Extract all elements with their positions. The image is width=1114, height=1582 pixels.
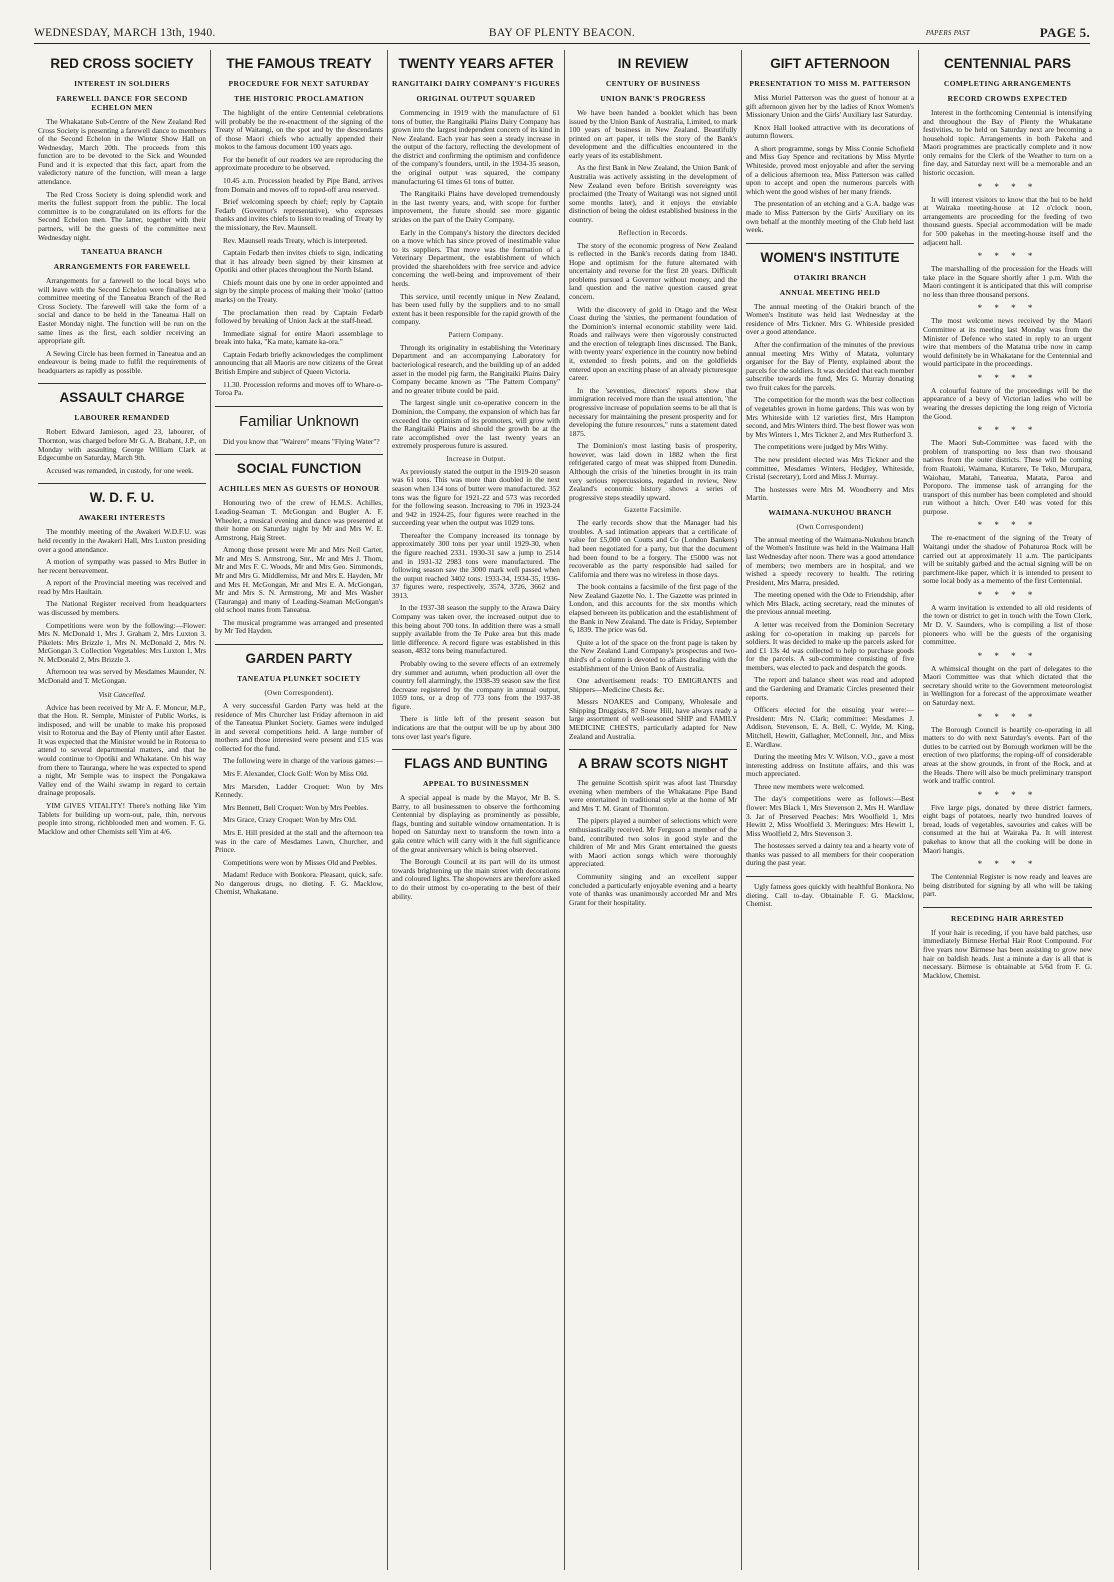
- divider: [38, 383, 206, 384]
- paragraph: A letter was received from the Dominion Secretary asking for co-operation in making up parcels for soldiers. It was decided to make up the parcels asked for and £1 13s 4d was collected to help to purchase goods for the parcels. A sub-committee consisting of five members, was elected to pack and despatch the goods.: [746, 620, 914, 672]
- paragraph: Afternoon tea was served by Mesdames Maunder, N. McDonald and T. McGongan.: [38, 667, 206, 686]
- article-subheading: APPEAL TO BUSINESSMEN: [422, 779, 530, 789]
- section-subheading: Gazette Facsimile.: [624, 506, 682, 515]
- paragraph: Officers elected for the ensuing year were:—President: Mrs N. Clark; committee: Mesdames J. Addison, Stevenson, E. A. Bell, C. Wylde, M. King, Mitchell, Hewitt, Gallagher, McConnell, Jnr., and Miss E. Wardlaw.: [746, 705, 914, 749]
- paragraph: Arrangements for a farewell to the local boys who will leave with the Second Echelon were finalised at a committee meeting of the Taneatua Branch of the Red Cross Society. The farewell will take the form of a social and dance to be held in the Taneatua Hall on Easter Monday night. The function will be run on the same lines as the first, each soldier receiving an appropriate gift.: [38, 276, 206, 346]
- article-heading: WOMEN'S INSTITUTE: [760, 249, 900, 265]
- article-heading: ASSAULT CHARGE: [59, 390, 185, 406]
- paragraph: Competitions were won by the following:—Flower: Mrs N. McDonald 1, Mrs J. Graham 2, Mrs Luxton 3. Pikelets: Mrs Brizzle 1, Mrs N. McDonald 2, Mrs N. McGongan 3. Collection Vegetables: Mrs Luxton 1, Mrs N. McDonald 2, Mrs Brizzle 3.: [38, 620, 206, 664]
- paragraph: A whimsical thought on the part of delegates to the Maori Committee was that which dictated that the secretary should write to the Government meteorologist in Wellington for a forecast of the approximate weather on Saturday next.: [923, 663, 1092, 708]
- paragraph: The competitions were judged by Mrs Withy.: [754, 442, 888, 452]
- column-6: [919, 50, 1096, 1570]
- article-subheading: RANGITAIKI DAIRY COMPANY'S FIGURES: [392, 79, 560, 88]
- section-separator: * * * *: [977, 181, 1038, 192]
- paragraph: Chiefs mount dais one by one in order appointed and sign by the simple process of making their 'moko' (tattoo marks) on the Treaty.: [215, 277, 383, 304]
- paragraph: The most welcome news received by the Maori Committee at its meeting last Monday was from the Minister of Defence who stated in reply to an urgent wire that members of the Matatua tribe now in camp would definitely be in Whakatane for the Centennial and would participate in the proceedings.: [923, 316, 1092, 369]
- paragraph: The book contains a facsimile of the first page of the New Zealand Gazette No. 1. The Gazette was printed in London, and this accounts for the six months which elapsed between its publication and the establishment of the Bank in New Zealand. The date is Friday, September 6, 1839. The price was 6d.: [569, 582, 737, 635]
- paragraph: Mrs Marsden, Ladder Croquet: Won by Mrs Kennedy.: [215, 781, 383, 800]
- article-subheading: TANEATUA PLUNKET SOCIETY: [237, 674, 361, 684]
- paragraph: A Sewing Circle has been formed in Taneatua and an endeavour is being made to fulfil the requirements of headquarters as rapidly as possible.: [38, 348, 206, 375]
- paragraph: The Centennial Register is now ready and leaves are being distributed for signing by all who will be taking part.: [923, 872, 1092, 899]
- paragraph: Probably owing to the severe effects of an extremely dry summer and autumn, when production all over the country fell alarmingly, the 1938-39 season saw the first decrease registered by the company in annual output, 1059 tons, or a drop of 773 tons from the 1937-38 figure.: [392, 658, 560, 711]
- paragraph: Messrs NOAKES and Company, Wholesale and Shipping Druggists, 87 Snow Hill, have always ready a large assortment of well-seasoned SHIP and FAMILY MEDICINE CHESTS, particularly adapted for New Zealand and Australia.: [569, 697, 737, 741]
- paragraph: This service, until recently unique in New Zealand, has been used fully by the suppliers and to no small extent has it been responsible for the rapid growth of the company.: [392, 291, 560, 327]
- paragraph: The report and balance sheet was read and adopted and the Gardening and Dramatic Circles presented their reports.: [746, 675, 914, 702]
- paragraph: After the confirmation of the minutes of the previous annual meeting Mrs Withy of Matata, voluntary organiser for the Bay of Plenty, explained about the parcels for the soldiers. It was decided that each member subscribe towards the fund, Mrs G. Murray donating two fruit cakes for the parcels.: [746, 339, 914, 392]
- paragraph: A motion of sympathy was passed to Mrs Butler in her recent bereavement.: [38, 557, 206, 575]
- column-3: [388, 50, 565, 1570]
- article-subheading: RECORD CROWDS EXPECTED: [947, 94, 1068, 103]
- page-number: PAGE 5.: [1039, 25, 1090, 40]
- paragraph: Accused was remanded, in custody, for one week.: [46, 465, 194, 475]
- paragraph: The highlight of the entire Centennial celebrations will probably be the re-enactment of the signing of the Treaty of Waitangi, on the spot and by the descendants of those Maori chiefs who actually appended their mokos to the famous document 100 years ago.: [215, 108, 383, 152]
- divider: [215, 406, 383, 407]
- paragraph: Did you know that "Wairere" means "Flying Water"?: [223, 436, 380, 446]
- paragraph: The early records show that the Manager had his troubles. A sad intimation appears that a certificate of value for £5,000 on Coutts and Co (London Bankers) had been negotiated for a party, but that the document had been found to be a forgery. The £5000 was not recoverable as the party responsible had sailed for California and there was no wireless in those days.: [569, 518, 737, 579]
- paragraph: Miss Muriel Patterson was the guest of honour at a gift afternoon given her by the ladies of Knox Women's Missionary Union and the Girls' Auxiliary last Saturday.: [746, 93, 914, 120]
- article-subheading: UNION BANK'S PROGRESS: [600, 94, 706, 103]
- paragraph: The Rangitaiki Plains have developed tremendously in the last twenty years, and, with scope for further improvement, the future should see more gigantic strides on the part of the Dairy Company.: [392, 189, 560, 224]
- paragraph: As the first Bank in New Zealand, the Union Bank of Australia was actively assisting in the development of New Zealand even before British sovereignty was proclaimed (the Treaty of Waitangi was not signed until some months later), and it enjoys the enviable distinction of being the oldest established business in the country.: [569, 163, 737, 224]
- paragraph: Captain Fedarb briefly acknowledges the compliment announcing that all Maoris are now citizens of the Great British Empire and subject of Queen Victoria.: [215, 349, 383, 377]
- paragraph: Brief welcoming speech by chief; reply by Captain Fedarb (Governor's representative), who expresses thanks and invites chiefs to listen to reading of Treaty by the missionary, the Rev. Maunsell.: [215, 197, 383, 232]
- article-heading: GARDEN PARTY: [245, 651, 353, 667]
- byline: (Own Correspondent): [796, 522, 864, 531]
- section-separator: * * * *: [977, 789, 1038, 800]
- paragraph: Competitions were won by Misses Old and Peebles.: [223, 857, 377, 867]
- paragraph: One advertisement reads: TO EMIGRANTS and Shippers—Medicine Chests &c.: [569, 676, 737, 694]
- paragraph: The Borough Council at its part will do its utmost towards brightening up the main street with decorations and coloured lights. The shopowners are therefore asked to do their utmost by co-operating to the best of their ability.: [392, 857, 560, 901]
- section-separator: * * * *: [977, 859, 1038, 870]
- paragraph: Commencing in 1919 with the manufacture of 61 tons of butter, the Rangitaiki Plains Dairy Company has grown into the largest independent concern of its kind in New Zealand. Each year has seen a steady increase in the output of the factory, reflecting the development of the district and confirming the optimism and confidence of the company's founders, until, in the 1934-35 season, the original output was squared, the company manufacturing 61 times 61 tons of butter.: [392, 108, 560, 186]
- paragraph: Immediate signal for entire Maori assemblage to break into haka, "Ka mate, kamate ka-ora.": [215, 328, 383, 347]
- paragraph: We have been handed a booklet which has been issued by the Union Bank of Australia, Limited, to mark 100 years of business in New Zealand. Beautifully printed on art paper, it tells the story of the Bank's development and the difficulties encountered in the early years of its establishment.: [569, 108, 737, 160]
- paragraph: In the 1937-38 season the supply to the Arawa Dairy Company was taken over, the increased output due to this being about 700 tons. In addition there was a small supply available from the Te Puke area but this made little difference. A record figure was established in this season, 4832 tons being manufactured.: [392, 603, 560, 656]
- divider: [923, 907, 1092, 908]
- article-subheading: PROCEDURE FOR NEXT SATURDAY: [228, 79, 370, 88]
- advertisement: YIM GIVES VITALITY! There's nothing like Yim Tablets for building up worn-out, pale, thin, nervous people into strong, richblooded men and women. F. G. Macklow and other Chemists sell Yim at 4/6.: [38, 800, 206, 836]
- article-heading: A BRAW SCOTS NIGHT: [577, 756, 729, 772]
- article-subheading: Visit Cancelled.: [98, 689, 146, 699]
- paragraph: Through its originality in establishing the Veterinary Department and an accompanying Laboratory for bacteriological research, and the building up of an added asset in the model pig farm, the Rangitaiki Plains Dairy Company became known as "The Pattern Company" and no greater tribute could be paid.: [392, 342, 560, 395]
- newspaper-title: BAY OF PLENTY BEACON.: [488, 27, 636, 39]
- article-subheading: TANEATUA BRANCH: [81, 247, 163, 257]
- paragraph: The annual meeting of the Otakiri branch of the Women's Institute was held last Wednesday at the residence of Mrs Tickner. Mrs G. Whiteside presided over a good attendance.: [746, 301, 914, 337]
- advertisement: If your hair is receding, if you have bald patches, use immediately Birmese Herbal Hair Root Compound. For five years now Birmese has been assisting to grow new hair on baldish heads. Just a minute a day is all that is necessary. Birmese is obtainable at 5/6d from F. G. Macklow, Chemist.: [923, 927, 1092, 980]
- paragraph: The pipers played a number of selections which were enthusiastically received. Mr Ferguson a member of the band, contributed two solos in good style and the children of Mr and Mrs Grant entertained the guests with Maori action songs which were thoroughly appreciated.: [569, 816, 737, 869]
- article-subheading: ACHILLES MEN AS GUESTS OF HONOUR: [218, 484, 380, 494]
- article-heading: Familiar Unknown: [238, 412, 360, 430]
- paragraph: Robert Edward Jamieson, aged 23, labourer, of Thornton, was charged before Mr G. A. Brabant, J.P., on Monday with assaulting George William Clark at Edgecumbe on Saturday, March 9th.: [38, 427, 206, 463]
- column-5: [742, 50, 919, 1570]
- article-heading: SOCIAL FUNCTION: [236, 461, 362, 477]
- paragraph: Early in the Company's history the directors decided on a move which has since proved of inestimable value to its suppliers. That move was the formation of a Veterinary Department, the establishment of which provided the shareholders with free service and advice concerning the well-being and improvement of their herds.: [392, 227, 560, 288]
- divider: [38, 483, 206, 484]
- article-subheading: THE HISTORIC PROCLAMATION: [234, 94, 364, 103]
- issue-date: WEDNESDAY, MARCH 13th, 1940.: [34, 27, 216, 39]
- archive-logo: PAPERS PAST: [925, 29, 970, 37]
- paragraph: Mrs E. Hill presided at the stall and the afternoon tea was in the care of Mesdames Lawn, Churcher, and Prince.: [215, 827, 383, 855]
- paragraph: The marshalling of the procession for the Heads will take place in the Square shortly after 1 p.m. With the Maori contingent it is anticipated that this will comprise no less than three thousand persons.: [923, 264, 1092, 299]
- paragraph: Advice has been received by Mr A. F. Moncur, M.P., that the Hon. R. Semple, Minister of Public Works, is indisposed, and will be unable to make his proposed visit to Rotorua and the Bay of Plenty until after Easter. It was expected that the Minister would be in Rotorua to attend to several departmental matters, and that he would continue to Opotiki and Whakatane. On his way from there to Tauranga, where he was expected to spend a night, Mr Semple was to inspect the Pongakawa Valley end of the Waihi swamp in regard to certain drainage proposals.: [38, 702, 206, 798]
- paragraph: The day's competitions were as follows:—Best flower: Mrs Black 1, Mrs Stevenson 2, Mrs H. Wardlaw 3. Jar of Preserved Peaches: Mrs Woolfield 1, Mrs Hewitt 2, Miss Woolfield 3. Meringues: Mrs Hewitt 1, Miss Woolfield 2, Mrs Stevenson 3.: [746, 794, 914, 838]
- section-separator: * * * *: [977, 711, 1038, 722]
- paragraph: The following were in charge of the various games:—: [223, 756, 383, 766]
- article-heading: THE FAMOUS TREATY: [226, 56, 372, 71]
- paragraph: Thereafter the Company increased its tonnage by approximately 300 tons per year until 1929-30, when the figure reached 2331. 1930-31 saw a jump to 2514 and in 1931-32 2983 tons were manufactured. The following season saw the 3000 mark well passed when the output reached 3402 tons. 1933-34, 1934-35, 1936-37 figures were, respectively, 3574, 3726, 3662 and 3913.: [392, 530, 560, 600]
- paragraph: The re-enactment of the signing of the Treaty of Waitangi under the shadow of Pohaturoa Rock will be carried out at approximately 11 a.m. The participants will be suitably garbed and the actual signing will be on parchment-like paper, which it is intended to present to some local body as a memento of the first Centennial.: [923, 533, 1092, 586]
- paragraph: A report of the Provincial meeting was received and read by Mrs Haultain.: [38, 578, 206, 596]
- paragraph: The National Register received from headquarters was discussed by members.: [38, 599, 206, 617]
- paragraph: As previously stated the output in the 1919-20 season was 61 tons. This was more than doubled in the next season when 134 tons of butter were manufactured. 352 tons was the figure for 1921-22 and 573 was recorded for the following season. Increasing to 706 in 1923-24 and 942 in 1924-25, four figures were reached in the succeeding year when the output was 1029 tons.: [392, 466, 560, 528]
- article-heading: IN REVIEW: [617, 56, 689, 71]
- article-heading: TWENTY YEARS AFTER: [398, 56, 554, 71]
- paragraph: For the benefit of our readers we are reproducing the approximate procedure to be observed.: [215, 154, 383, 173]
- section-separator: * * * *: [977, 303, 1038, 314]
- section-separator: * * * *: [977, 520, 1038, 531]
- divider: [215, 644, 383, 645]
- article-subheading: COMPLETING ARRANGEMENTS: [943, 79, 1072, 88]
- paragraph: The genuine Scottish spirit was afoot last Thursday evening when members of the Whakatane Pipe Band were entertained in traditional style at the home of Mr and Mrs T. M. Grant of Thornton.: [569, 778, 737, 813]
- paragraph: A very successful Garden Party was held at the residence of Mrs Churcher last Friday afternoon in aid of the Taneatua Plunket Society. Games were indulged in and several competitions held. A large number of mothers and those interested were present and £15 was collected for the fund.: [215, 701, 383, 753]
- article-heading: GIFT AFTERNOON: [770, 56, 890, 71]
- paragraph: A colourful feature of the proceedings will be the appearance of a bevy of Victorian ladies who will be wearing the dresses depicting the long reign of Victoria the Good.: [923, 385, 1092, 421]
- section-subheading: Reflection in Records.: [618, 228, 688, 237]
- section-separator: * * * *: [977, 650, 1038, 661]
- paragraph: The monthly meeting of the Awakeri W.D.F.U. was held recently in the Awakeri Hall, Mrs Luxton presiding over a good attendance.: [38, 527, 206, 554]
- paragraph: The Red Cross Society is doing splendid work and merits the fullest support from the public. The local committee is to be congratulated on its efforts for the Second Echelon men. The latter, together with their partners, will be the guests of the committee next Wednesday night.: [38, 189, 206, 242]
- paragraph: Mrs Grace, Crazy Croquet: Won by Mrs Old.: [223, 815, 357, 825]
- paragraph: The Dominion's most lasting basis of prosperity, however, was laid down in 1882 when the first refrigerated cargo of meat was shipped from Dunedin. Although the crisis of the 'nineties brought in its train very serious repercussions, regarded in review, New Zealand's economic history shows a series of progressive steps steadily upward.: [569, 441, 737, 502]
- paragraph: The proclamation then read by Captain Fedarb followed by breaking of Union Jack at the staff-head.: [215, 307, 383, 326]
- paragraph: It will interest visitors to know that the hui to be held at Wairaka meeting-house at 12 o'clock noon, arrangements are proceeding for the feeding of two thousand guests. Special accommodation will be made for 500 pakehas in the meeting-house itself and the adjacent hall.: [923, 194, 1092, 247]
- paragraph: 11.30. Procession reforms and moves off to Whare-o-Toroa Pa.: [215, 379, 383, 398]
- paragraph: With the discovery of gold in Otago and the West Coast during the 'sixties, the permanent foundation of the Dominion's internal economic stability were laid. Roads and railways were then vigorously constructed and the erection of telegraph lines discussed. The Bank, with twenty years' experience in the country now behind it, extended to fresh points, and on the goldfields entered upon an exciting phase of an already picturesque career.: [569, 304, 737, 383]
- paragraph: A warm invitation is extended to all old residents of the town or district to get in touch with the Town Clerk, Mr D. V. Saunders, who is compiling a list of those pioneers who will be the guests of the organising committee.: [923, 602, 1092, 647]
- article-subheading: INTEREST IN SOLDIERS: [74, 79, 170, 88]
- article-subheading: AWAKERI INTERESTS: [78, 513, 166, 523]
- article-subheading: LABOURER REMANDED: [74, 413, 170, 423]
- paragraph: There is little left of the present season but indications are that the output will be up by about 300 tons over last year's figure.: [392, 714, 560, 741]
- paragraph: Knox Hall looked attractive with its decorations of autumn flowers.: [746, 122, 914, 141]
- paragraph: The story of the economic progress of New Zealand is reflected in the Bank's records dating from 1840. Hope and optimism for the future alternated with uncertainty and reverse for the first 20 years. Difficult problems pursued a Governor without money, and the land question and the native question caused great concern.: [569, 240, 737, 301]
- advertisement: Ugly fatness goes quickly with healthful Bonkora. No dieting. Call to-day. Obtainable F. G. Macklow, Chemist.: [746, 882, 914, 909]
- article-subheading: ARRANGEMENTS FOR FAREWELL: [53, 262, 191, 272]
- paragraph: Quite a lot of the space on the front page is taken by the New Zealand Land Company's prospectus and two-third's of a column is devoted to affairs dealing with the establishment of the Union Bank of Australia.: [569, 637, 737, 673]
- paragraph: Mrs F. Alexander, Clock Golf: Won by Miss Old.: [223, 769, 369, 779]
- paragraph: The annual meeting of the Waimana-Nukuhou branch of the Women's Institute was held in the Waimana Hall last Wednesday after noon. There was a good attendance of members; two members are in hospital, and we wished a speedy recovery to health. The retiring President, Mrs Marra, presided.: [746, 534, 914, 587]
- paragraph: Three new members were welcomed.: [754, 781, 865, 791]
- divider: [392, 749, 560, 750]
- article-subheading: ORIGINAL OUTPUT SQUARED: [416, 94, 536, 103]
- paragraph: Honouring two of the crew of H.M.S. Achilles, Leading-Seaman T. McGongan and Bugler A. F. Wheeler, a musical evening and dance was presented at their home on Saturday night by Mr and Mrs W. E. Armstrong, Haig Street.: [215, 498, 383, 542]
- paragraph: The Borough Council is heartily co-operating in all matters to do with next Saturday's events. Part of the duties to be carried out by Borough workmen will be the erection of two platforms; the roping-off of considerable areas at the show grounds, in front of the Rock, and at the Heads. There will also be much preliminary transport work and traffic control.: [923, 724, 1092, 786]
- paragraph: Among those present were Mr and Mrs Neil Carter, Mr and Mrs S. Armstrong, Snr., Mr and Mrs J. Thom, Mr and Mrs F. C. Woods, Mr and Mrs Geo. Simmonds, Mr and Mrs G. Middlemiss, Mr and Mrs E. Hayden, Mr and Mrs H. McGongan, Mr and Mrs E. A. McGongan, Mr and Mrs S. N. Armstrong, Mr and Mrs Washer (Tauranga) and many of Leading-Seaman McGongan's old school mates from Taneatua.: [215, 545, 383, 615]
- section-separator: * * * *: [977, 589, 1038, 600]
- article-subheading: OTAKIRI BRANCH: [793, 272, 867, 282]
- article-subheading: ANNUAL MEETING HELD: [779, 287, 881, 297]
- section-subheading: Increase in Output.: [446, 454, 506, 463]
- paragraph: The competition for the month was the best collection of vegetables grown in home gardens. This was won by Mrs Whiteside with 12 varieties first, Mrs Hampton second, and Mrs Winters third. The best flower was won by Mrs Winters 1, Mrs Tickner 2, and Mrs Rutherford 3.: [746, 395, 914, 439]
- paragraph: The new president elected was Mrs Tickner and the committee, Mesdames Winters, Hedgley, Whiteside, Cristal (secretary), Lord and Miss J. Murray.: [746, 454, 914, 482]
- paragraph: Five large pigs, donated by three district farmers, eight bags of potatoes, nearly two hundred loaves of bread, loads of vegetables, savouries and cakes will be consumed at the hui at Wairaka Pa. It will interest pakehas to know that all the cooking will be done in Maori hangis.: [923, 802, 1092, 855]
- byline: (Own Correspondent).: [264, 689, 334, 698]
- section-separator: * * * *: [977, 425, 1038, 436]
- paragraph: The hostesses were Mrs M. Woodberry and Mrs Martin.: [746, 484, 914, 503]
- advertisement: Madam! Reduce with Bonkora. Pleasant, quick, safe. No dangerous drugs, no dieting. F. G. Macklow, Chemist, Whakatane.: [215, 870, 383, 897]
- article-subheading: RECEDING HAIR ARRESTED: [951, 913, 1064, 923]
- article-subheading: CENTURY OF BUSINESS: [605, 79, 701, 88]
- paragraph: The hostesses served a dainty tea and a hearty vote of thanks was passed to all members for their cooperation during the past year.: [746, 841, 914, 868]
- paragraph: During the meeting Mrs V. Wilson, V.O., gave a most interesting address on Institute affairs, and this was much appreciated.: [746, 752, 914, 779]
- article-columns: [34, 50, 1096, 1570]
- article-heading: CENTENNIAL PARS: [943, 56, 1071, 71]
- paragraph: Captain Fedarb then invites chiefs to sign, indicating that it has already been signed by their kinsmen at Opotiki and other places throughout the North Island.: [215, 248, 383, 275]
- paragraph: The Maori Sub-Committee was faced with the problem of transporting no less than two thousand natives from the outer districts. These will be coming from Ruatoki, Waimana, Kutarere, Te Teko, Murupara, Waiohau, Matahi, Taneatua, Matata, Paroa and Poroporo. The immense task of arranging for the transport of this number has been completed and should run without a hitch. Over £40 was voted for this purpose.: [923, 438, 1092, 516]
- paragraph: The Whakatane Sub-Centre of the New Zealand Red Cross Society is presenting a farewell dance to members of the Second Echelon in the Winter Show Hall on Wednesday, March 20th. The proceeds from this function are to be devoted to the Sick and Wounded Fund and it is expected that this fact, apart from the valedictory nature of the function, will mean a large attendance.: [38, 117, 206, 187]
- paragraph: Mrs Bennett, Bell Croquet: Won by Mrs Peebles.: [223, 802, 369, 812]
- article-heading: RED CROSS SOCIETY: [50, 56, 194, 71]
- column-4: [565, 50, 742, 1570]
- divider: [215, 454, 383, 455]
- paragraph: The meeting opened with the Ode to Friendship, after which Mrs Black, acting secretary, read the minutes of the previous annual meeting.: [746, 590, 914, 617]
- paragraph: A special appeal is made by the Mayor, Mr B. S. Barry, to all businessmen to observe the forthcoming Centennial by displaying as prominently as possible, flags, bunting and suitable window ornamentation. It is hoped on Saturday next to transform the town into a gala centre which will carry with it the full significance of the great anniversary which is being observed.: [392, 793, 560, 854]
- column-1: [34, 50, 211, 1570]
- paragraph: The musical programme was arranged and presented by Mr Ted Hayden.: [215, 617, 383, 636]
- section-separator: * * * *: [977, 372, 1038, 383]
- article-subheading: WAIMANA-NUKUHOU BRANCH: [768, 507, 892, 517]
- column-2: [211, 50, 388, 1570]
- section-separator: * * * *: [977, 251, 1038, 262]
- article-subheading: FAREWELL DANCE FOR SECOND ECHELON MEN: [56, 94, 188, 112]
- paragraph: The largest single unit co-operative concern in the Dominion, the Company, the expansion of which has far exceeded the optimism of its promoters, will grow with the Rangitaiki Plains and should the growth be at the rate accomplished over the last twenty years an extremely prosperous future is assured.: [392, 398, 560, 451]
- paragraph: 10.45 a.m. Procession headed by Pipe Band, arrives from Domain and moves off to roped-off area reserved.: [215, 176, 383, 194]
- article-heading: FLAGS AND BUNTING: [404, 756, 548, 772]
- paragraph: A short programme, songs by Miss Connie Schofield and Miss Gay Spence and recitations by Miss Myrtle Whiteside, proved most enjoyable and after the serving of a delicious afternoon tea, Miss Patterson was called upon to accept and open the numerous parcels with which went the good wishes of her many friends.: [746, 143, 914, 196]
- article-subheading: PRESENTATION TO MISS M. PATTERSON: [749, 79, 911, 88]
- paragraph: Rev. Maunsell reads Treaty, which is interpreted.: [223, 235, 368, 245]
- paragraph: Interest in the forthcoming Centennial is intensifying and throughout the Bay of Plenty the Whakatane festivities, to be held on Saturday next are becoming a household topic. Arrangements in both Pakeha and Maori programmes are practically complete and it now only remains for the Clerk of the Weather to turn on a fine day, and Saturday next will be a memorable and an historic occasion.: [923, 108, 1092, 178]
- divider: [746, 243, 914, 244]
- paragraph: The presentation of an etching and a G.A. badge was made to Miss Patterson by the Girls' Auxiliary on its own behalf at the monthly meeting of the Club held last week.: [746, 199, 914, 235]
- masthead: [34, 25, 1090, 44]
- paragraph: Community singing and an excellent supper concluded a particularly enjoyable evening and a hearty vote of thanks was unanimously accorded Mr and Mrs Grant for their hospitality.: [569, 871, 737, 907]
- article-heading: W. D. F. U.: [89, 490, 155, 506]
- paragraph: In the 'seventies, directors' reports show that immigration received more than the usual attention, "the progressive increase of population seems to be all that is necessary for maintaining the present prosperity and for developing the future resources," runs a statement dated 1875.: [569, 385, 737, 438]
- section-subheading: Pattern Company.: [448, 330, 504, 339]
- divider: [746, 876, 914, 877]
- divider: [569, 749, 737, 750]
